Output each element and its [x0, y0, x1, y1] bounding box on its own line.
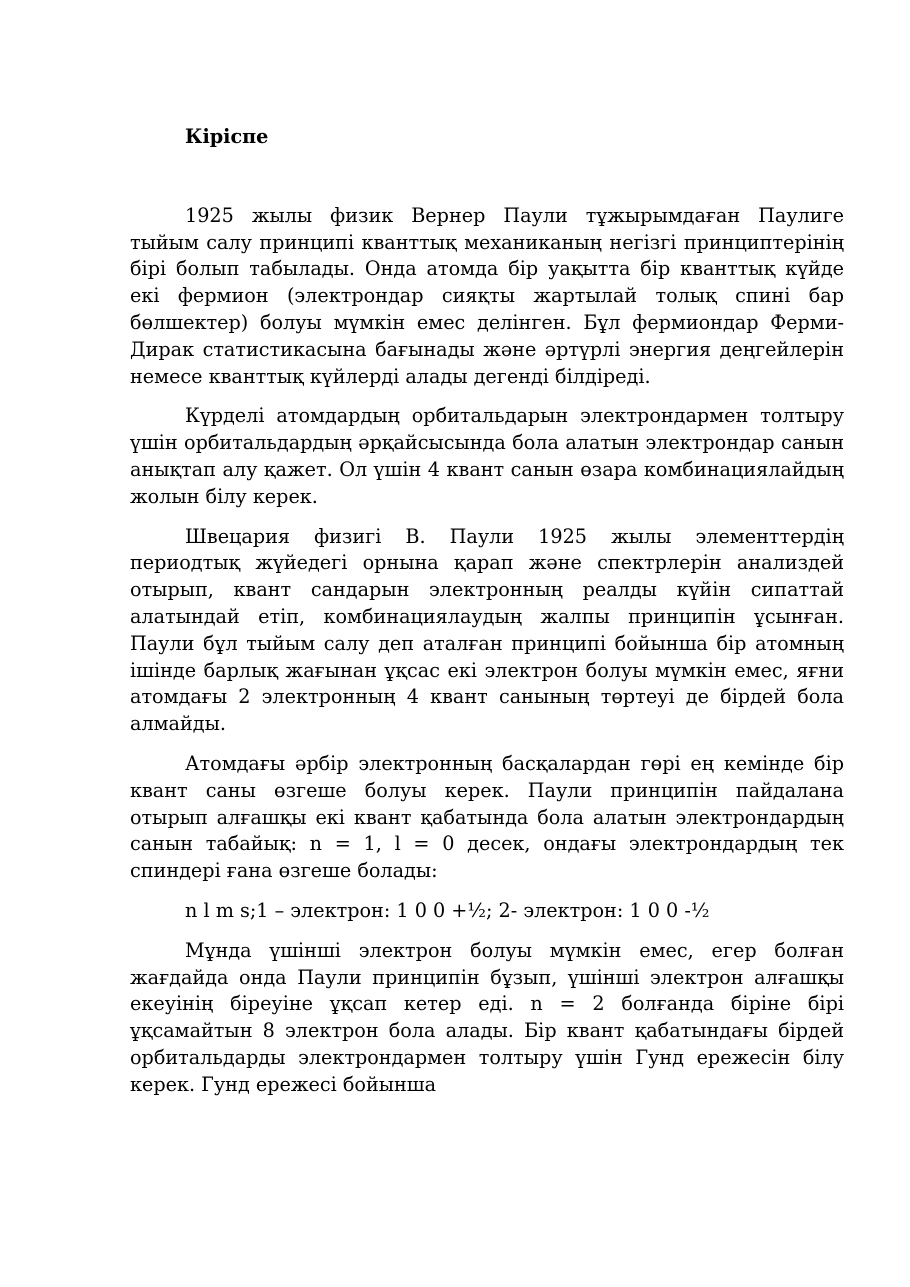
paragraph-pauli-1925: Швецария физигі В. Паули 1925 жылы элементтердің периодтық жүйедегі орнына қарап және спектрлерін анализдей отырып, квант сандарын электронның реалды күйін сипаттай алатындай етіп, комбинациялаудың жалпы принципін ұсынған. Паули бұл тыйым салу деп аталған принципі бойынша бір атомның ішінде барлық жағынан ұқсас екі электрон болуы мүмкін емес, яғни атомдағы 2 электронның 4 квант санының төртеуі де бірдей бола алмайды.: [130, 524, 844, 736]
paragraph-hund-rule: Мұнда үшінші электрон болуы мүмкін емес, егер болған жағдайда онда Паули принципін бұзып, үшінші электрон алғашқы екеуінің біреуіне ұқсап кетер еді. n = 2 болғанда біріне бірі ұқсамайтын 8 электрон бола алады. Бір квант қабатындағы бірдей орбитальдарды электрондармен толтыру үшін Гунд ережесін білу керек. Гунд ережесі бойынша: [130, 938, 844, 1096]
paragraph-pauli-principle: 1925 жылы физик Вернер Паули тұжырымдаған Паулиге тыйым салу принципі кванттық механиканың негізгі принциптерінің бірі болып табылады. Онда атомда бір уақытта бір кванттық күйде екі фермион (электрондар сияқты жартылай толық спині бар бөлшектер) болуы мүмкін емес делінген. Бұл фермиондар Ферми-Дирак статистикасына бағынады және әртүрлі энергия деңгейлерін немесе кванттық күйлерді алады дегенді білдіреді.: [130, 203, 844, 388]
paragraph-quantum-numbers: Атомдағы әрбір электронның басқалардан гөрі ең кемінде бір квант саны өзгеше болуы керек. Паули принципін пайдалана отырып алғашқы екі квант қабатында бола алатын электрондардың санын табайық: n = 1, l = 0 десек, ондағы электрондардың тек спиндері ғана өзгеше болады:: [130, 751, 844, 883]
paragraph-orbital-filling: Күрделі атомдардың орбитальдарын электрондармен толтыру үшін орбитальдардың әрқайсысында бола алатын электрондар санын анықтап алу қажет. Ол үшін 4 квант санын өзара комбинациялайдың жолын білу керек.: [130, 404, 844, 508]
document-body: [130, 124, 844, 1112]
paragraph-electron-formula: n l m s;1 – электрон: 1 0 0 +½; 2- электрон: 1 0 0 -½: [185, 898, 710, 922]
section-heading: Кіріспе: [185, 125, 269, 148]
